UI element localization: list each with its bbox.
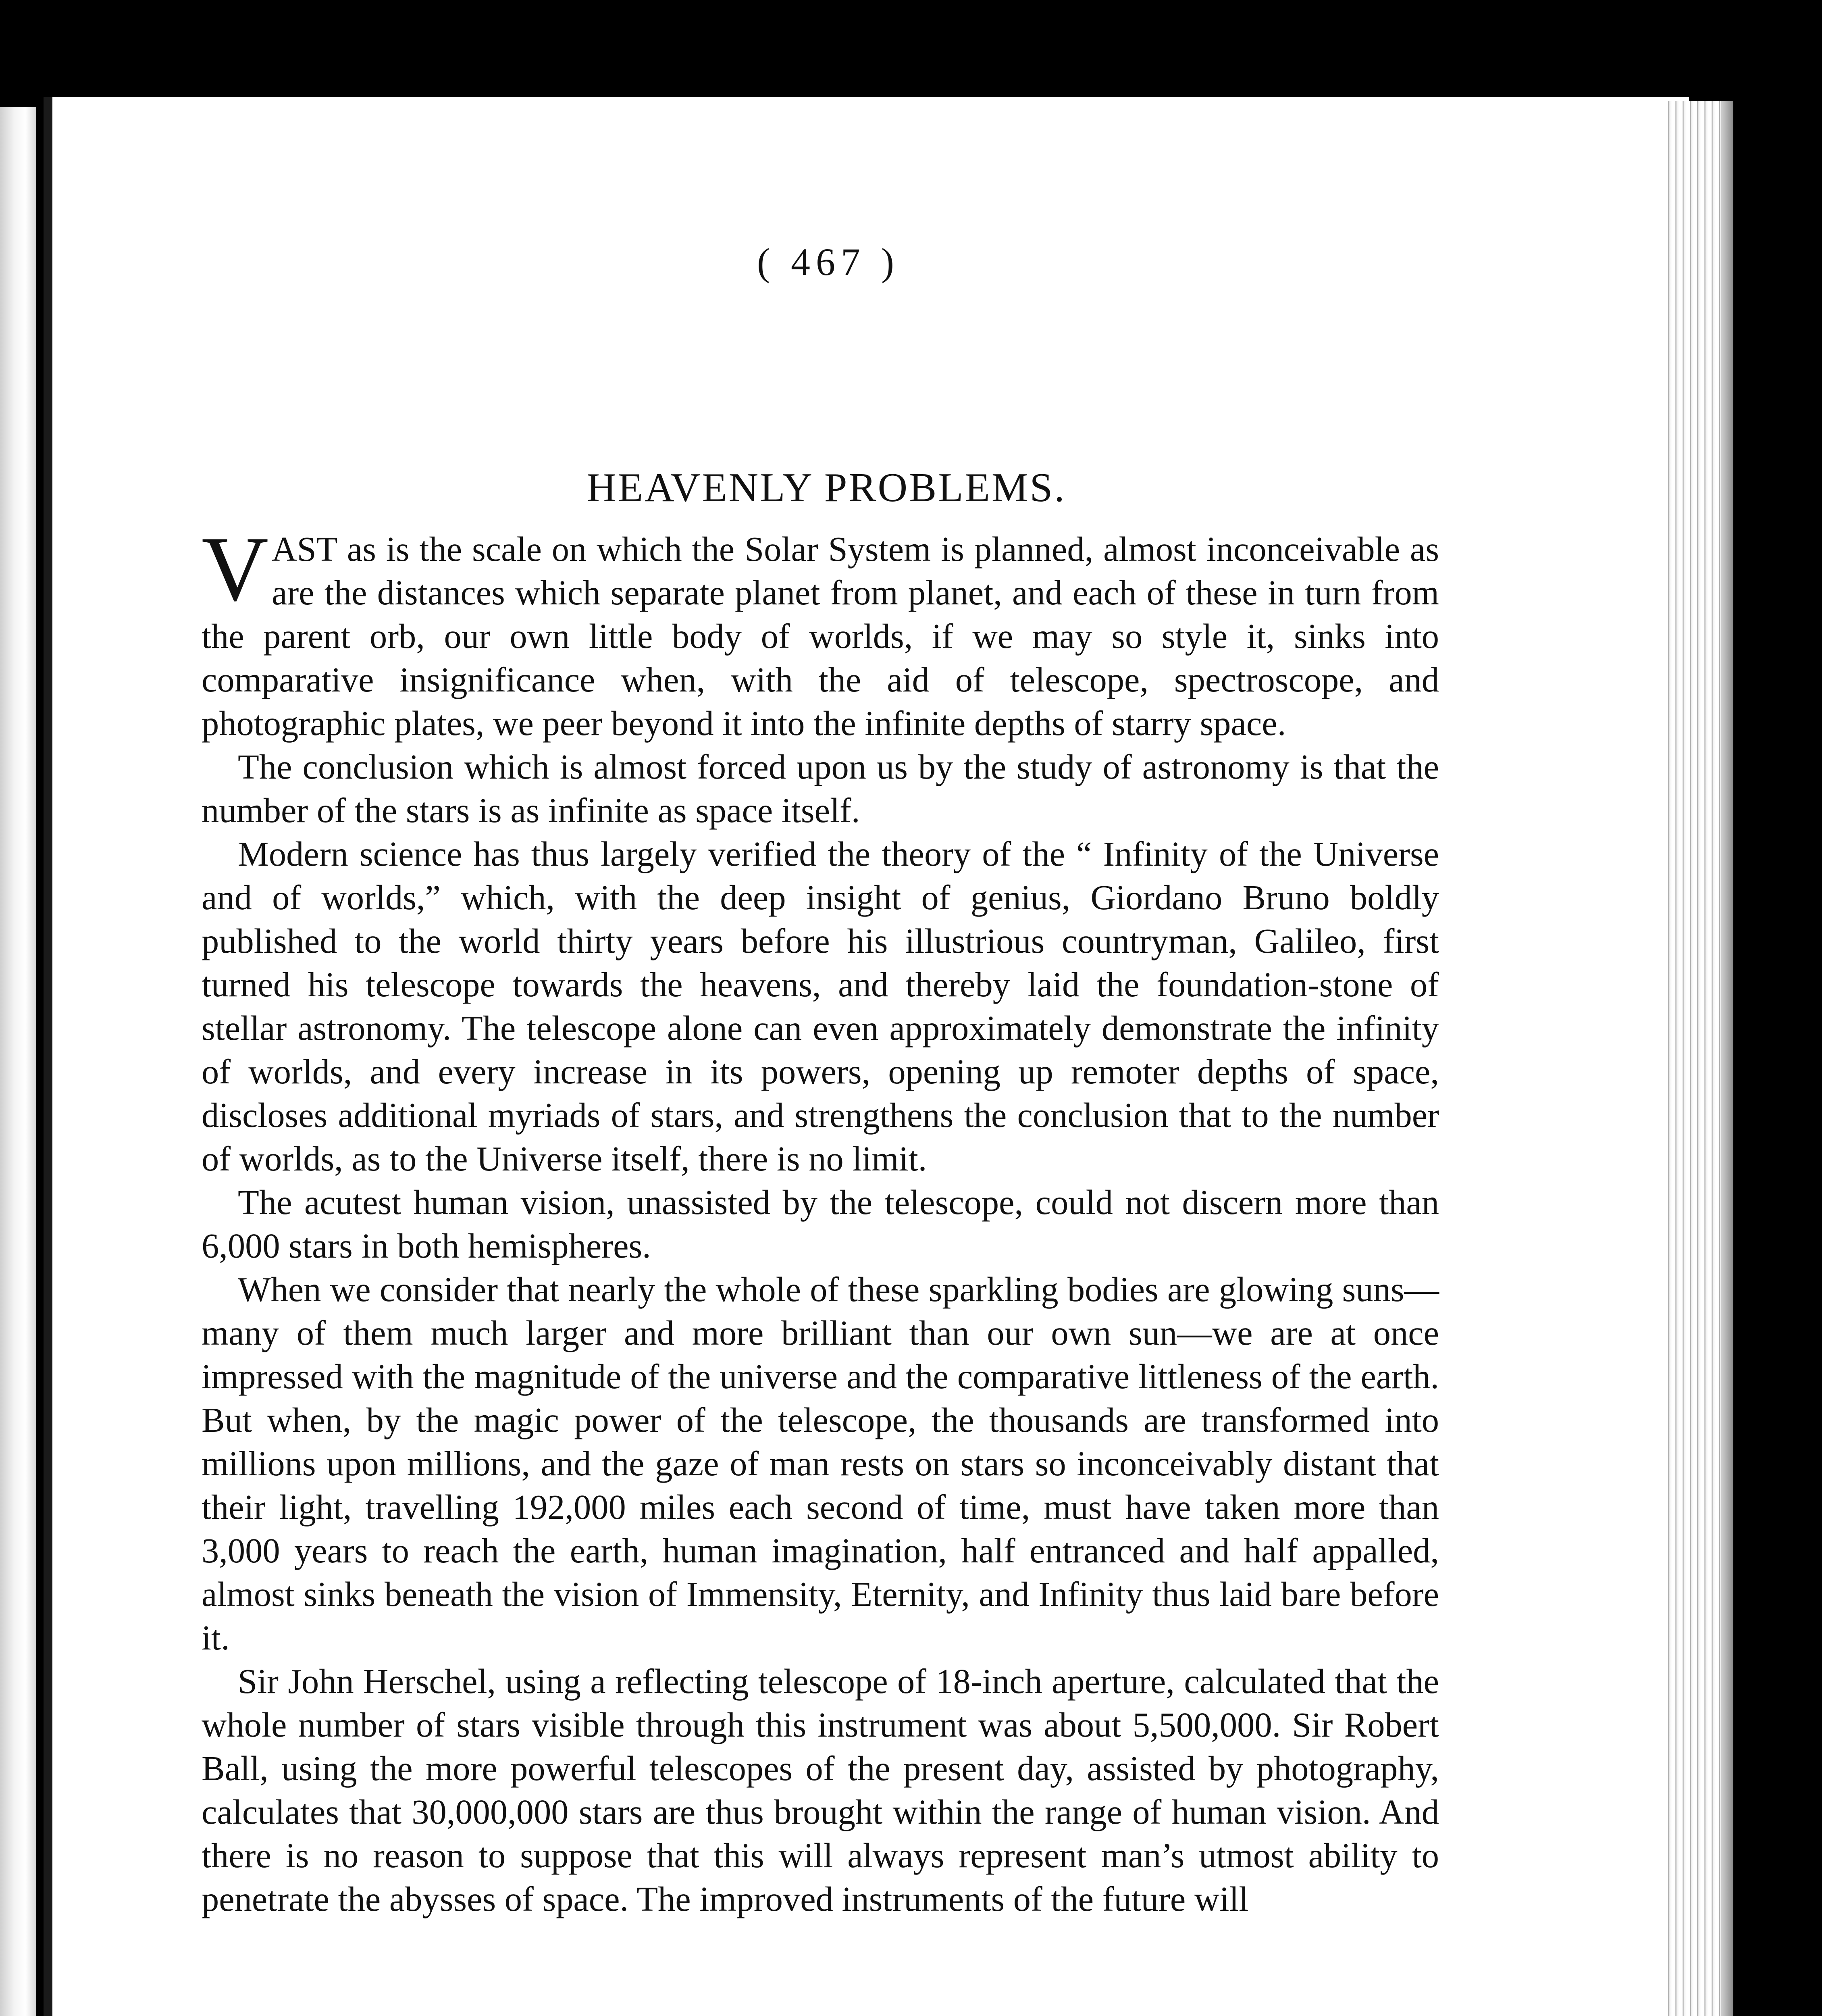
paragraph-3: Modern science has thus largely verified the theory of the “ Infinity of the Universe and of worlds,” which, with the deep insight of genius, Giordano Bruno boldly published to the world thirty years before his illustrious countryman, Galileo, first turned his telescope towards the heavens, and thereby laid the foundation-stone of stellar astronomy. The telescope alone can even approximately demonstrate the infinity of worlds, and every increase in its powers, opening up remoter depths of space, discloses additional myriads of stars, and strengthens the conclusion that to the number of worlds, as to the Universe itself, there is no limit. xyxy=(202,835,1439,1178)
article-title: HEAVENLY PROBLEMS. xyxy=(587,465,1066,510)
page-stack-shadow xyxy=(1721,101,1733,2016)
paragraph-2: The conclusion which is almost forced upon us by the study of astronomy is that the number of the stars is as infinite as space itself. xyxy=(202,748,1439,830)
page-number: ( 467 ) xyxy=(757,240,900,283)
page-stack-edges xyxy=(1665,101,1729,2016)
paragraph-6: Sir John Herschel, using a reflecting telescope of 18-inch aperture, calculated that the whole number of stars visible through this instrument was about 5,500,000. Sir Robert Ball, using the more powerful telescopes of the present day, assisted by photography, calculates that 30,000,000 stars are thus brought within the range of human vision. And there is no reason to suppose that this will always represent man’s utmost ability to penetrate the abysses of space. The improved instruments of the future will xyxy=(202,1662,1439,1918)
paragraph-1-text: AST as is the scale on which the Solar System is planned, almost inconceivable as are the distances which separate planet from planet, and each of these in turn from the parent orb, our own little body of worlds, if we may so style it, sinks into comparative insignificance when, with the aid of telescope, spectroscope, and photographic plates, we peer beyond it into the infinite depths of starry space. xyxy=(202,530,1439,743)
page-text-block xyxy=(202,238,1439,1921)
previous-page-edge xyxy=(0,107,36,2016)
drop-cap-letter: V xyxy=(202,517,269,620)
paragraph-4: The acutest human vision, unassisted by the telescope, could not discern more than 6,000 stars in both hemispheres. xyxy=(202,1183,1439,1265)
paragraph-1 xyxy=(202,517,1439,745)
article-body xyxy=(202,517,1439,1921)
paragraph-5: When we consider that nearly the whole of these sparkling bodies are glowing suns—many of them much larger and more brilliant than our own sun—we are at once impressed with the magnitude of the universe and the comparative littleness of the earth. But when, by the magic power of the telescope, the thousands are transformed into millions upon millions, and the gaze of man rests on stars so inconceivably distant that their light, travelling 192,000 miles each second of time, must have taken more than 3,000 years to reach the earth, human imagination, half entranced and half appalled, almost sinks beneath the vision of Immensity, Eternity, and Infinity thus laid bare before it. xyxy=(202,1270,1439,1657)
